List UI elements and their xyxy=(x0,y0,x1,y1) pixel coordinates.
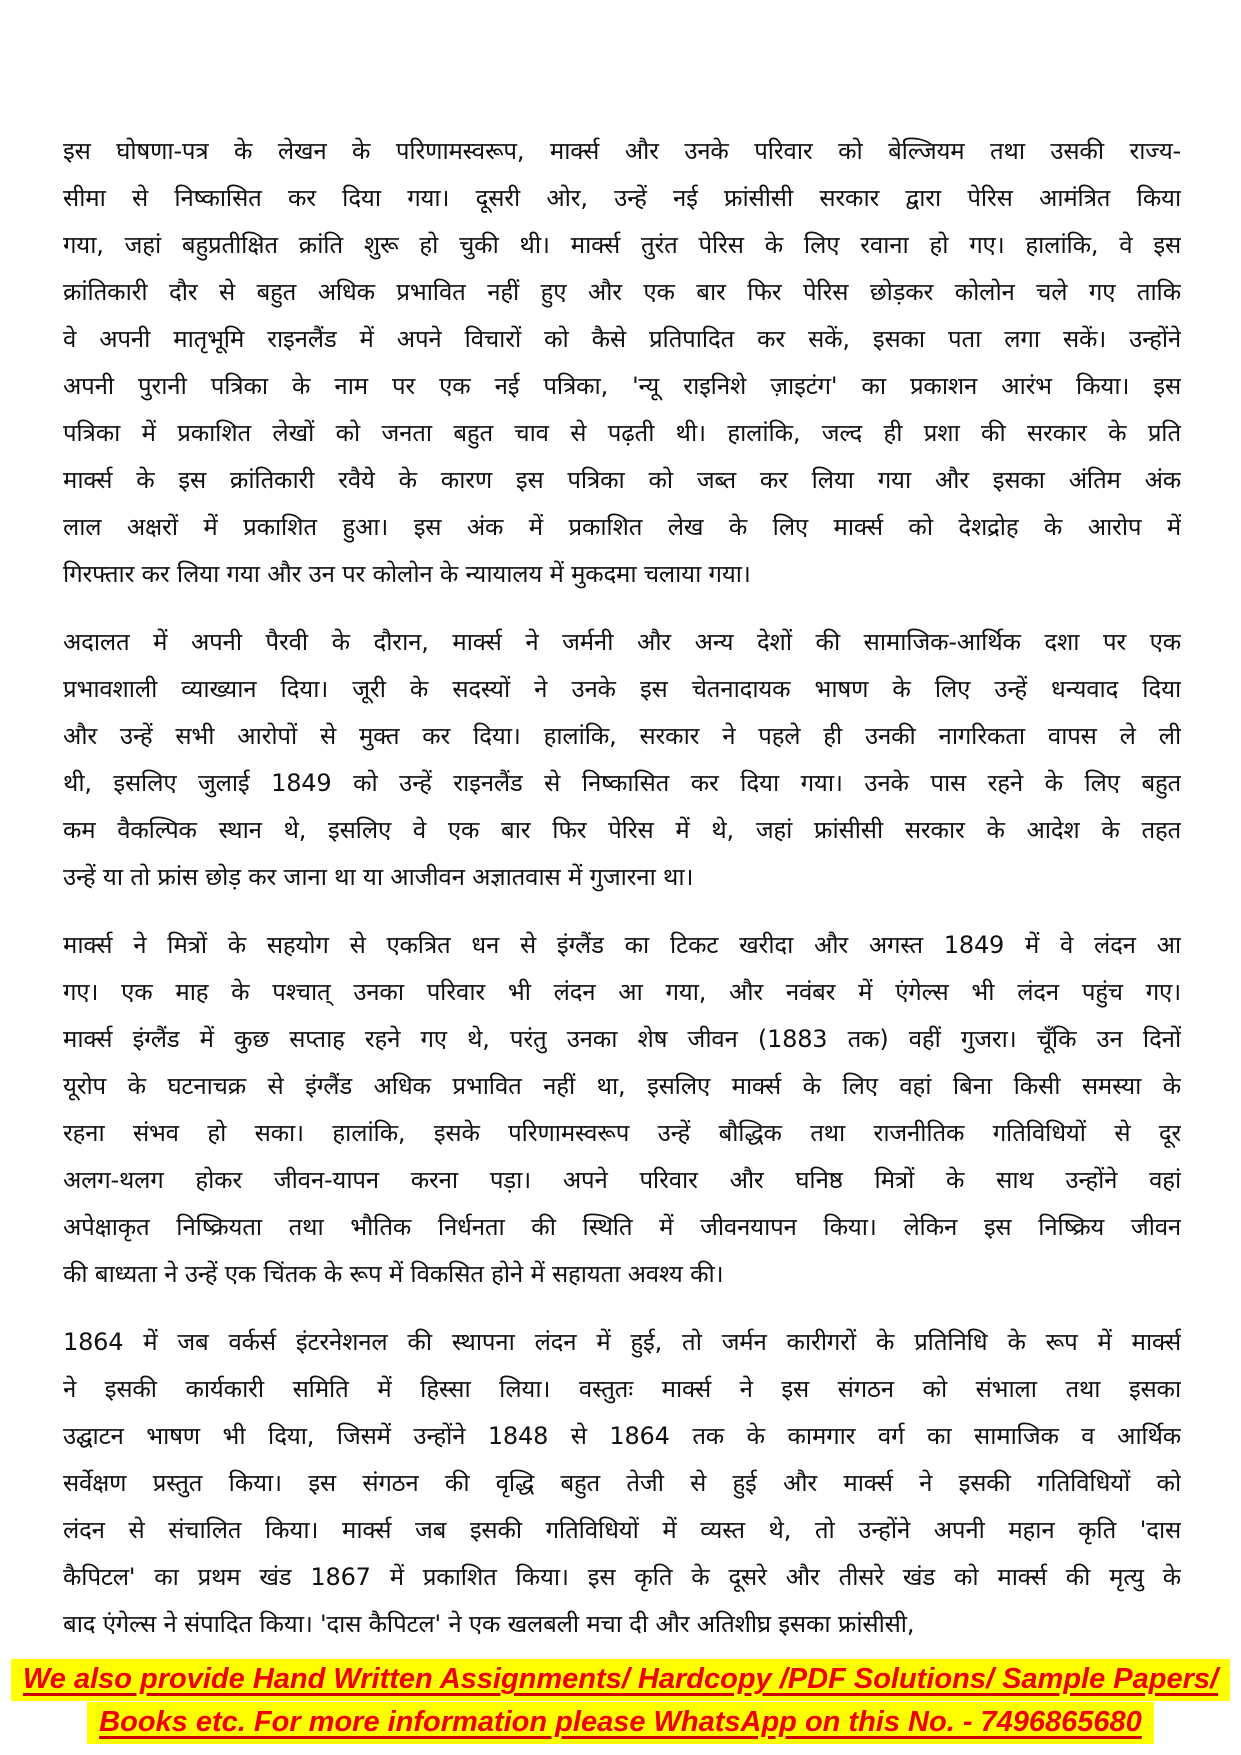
text-line: मार्क्स इंग्लैंड में कुछ सप्ताह रहने गए थे, परंतु उनका शेष जीवन (1883 तक) वहीं गुजरा। चूँकि उन दिनों xyxy=(63,1025,1181,1053)
paragraph-1 xyxy=(63,128,1181,598)
text-line: कैपिटल' का प्रथम खंड 1867 में प्रकाशित किया। इस कृति के दूसरे और तीसरे खंड को मार्क्स की मृत्यु के xyxy=(63,1563,1181,1591)
text-line: थी, इसलिए जुलाई 1849 को उन्हें राइनलैंड से निष्कासित कर दिया गया। उनके पास रहने के लिए बहुत xyxy=(63,769,1181,797)
text-line: बाद एंगेल्स ने संपादित किया। 'दास कैपिटल' ने एक खलबली मचा दी और अतिशीघ्र इसका फ्रांसीसी, xyxy=(63,1610,915,1638)
text-line: उद्घाटन भाषण भी दिया, जिसमें उन्होंने 1848 से 1864 तक के कामगार वर्ग का सामाजिक व आर्थिक xyxy=(63,1422,1181,1450)
paragraph-4 xyxy=(63,1319,1181,1648)
text-line: मार्क्स के इस क्रांतिकारी रवैये के कारण इस पत्रिका को जब्त कर लिया गया और इसका अंतिम अंक xyxy=(63,466,1181,494)
text-line: यूरोप के घटनाचक्र से इंग्लैंड अधिक प्रभावित नहीं था, इसलिए मार्क्स के लिए वहां बिना किसी समस्या के xyxy=(63,1072,1181,1100)
text-line: प्रभावशाली व्याख्यान दिया। जूरी के सदस्यों ने उनके इस चेतनादायक भाषण के लिए उन्हें धन्यवाद दिया xyxy=(63,675,1181,703)
text-line: सर्वेक्षण प्रस्तुत किया। इस संगठन की वृद्धि बहुत तेजी से हुई और मार्क्स ने इसकी गतिविधियों को xyxy=(63,1469,1181,1497)
promo-banner xyxy=(0,1659,1241,1745)
text-line: अपेक्षाकृत निष्क्रियता तथा भौतिक निर्धनता की स्थिति में जीवनयापन किया। लेकिन इस निष्क्रिय जीवन xyxy=(63,1213,1181,1241)
text-line: रहना संभव हो सका। हालांकि, इसके परिणामस्वरूप उन्हें बौद्धिक तथा राजनीतिक गतिविधियों से दूर xyxy=(63,1119,1181,1147)
text-line: कम वैकल्पिक स्थान थे, इसलिए वे एक बार फिर पेरिस में थे, जहां फ्रांसीसी सरकार के आदेश के तहत xyxy=(63,816,1181,844)
text-line: अदालत में अपनी पैरवी के दौरान, मार्क्स ने जर्मनी और अन्य देशों की सामाजिक-आर्थिक दशा पर एक xyxy=(63,628,1181,656)
document-body xyxy=(63,128,1181,1669)
paragraph-3 xyxy=(63,922,1181,1298)
paragraph-2 xyxy=(63,619,1181,901)
promo-banner-line-2: Books etc. For more information please WhatsApp on this No. - 7496865680 xyxy=(87,1702,1154,1744)
text-line: गिरफ्तार कर लिया गया और उन पर कोलोन के न्यायालय में मुकदमा चलाया गया। xyxy=(63,560,751,588)
text-line: क्रांतिकारी दौर से बहुत अधिक प्रभावित नहीं हुए और एक बार फिर पेरिस छोड़कर कोलोन चले गए ताकि xyxy=(63,278,1181,306)
text-line: उन्हें या तो फ्रांस छोड़ कर जाना था या आजीवन अज्ञातवास में गुजारना था। xyxy=(63,863,694,891)
text-line: पत्रिका में प्रकाशित लेखों को जनता बहुत चाव से पढ़ती थी। हालांकि, जल्द ही प्रशा की सरकार के प्रति xyxy=(63,419,1181,447)
text-line: ने इसकी कार्यकारी समिति में हिस्सा लिया। वस्तुतः मार्क्स ने इस संगठन को संभाला तथा इसका xyxy=(63,1375,1181,1403)
text-line: 1864 में जब वर्कर्स इंटरनेशनल की स्थापना लंदन में हुई, तो जर्मन कारीगरों के प्रतिनिधि के रूप में मार्क्स xyxy=(63,1328,1181,1356)
text-line: की बाध्यता ने उन्हें एक चिंतक के रूप में विकसित होने में सहायता अवश्य की। xyxy=(63,1260,724,1288)
text-line: सीमा से निष्कासित कर दिया गया। दूसरी ओर, उन्हें नई फ्रांसीसी सरकार द्वारा पेरिस आमंत्रित किया xyxy=(63,184,1181,212)
promo-banner-line-1: We also provide Hand Written Assignments/ Hardcopy /PDF Solutions/ Sample Papers/ xyxy=(11,1659,1230,1701)
text-line: गया, जहां बहुप्रतीक्षित क्रांति शुरू हो चुकी थी। मार्क्स तुरंत पेरिस के लिए रवाना हो गए। हालांकि, वे इस xyxy=(63,231,1181,259)
text-line: वे अपनी मातृभूमि राइनलैंड में अपने विचारों को कैसे प्रतिपादित कर सकें, इसका पता लगा सकें। उन्होंने xyxy=(63,325,1181,353)
text-line: मार्क्स ने मित्रों के सहयोग से एकत्रित धन से इंग्लैंड का टिकट खरीदा और अगस्त 1849 में वे लंदन आ xyxy=(63,931,1181,959)
text-line: लाल अक्षरों में प्रकाशित हुआ। इस अंक में प्रकाशित लेख के लिए मार्क्स को देशद्रोह के आरोप में xyxy=(63,513,1181,541)
text-line: इस घोषणा-पत्र के लेखन के परिणामस्वरूप, मार्क्स और उनके परिवार को बेल्जियम तथा उसकी राज्य- xyxy=(63,137,1181,165)
text-line: अपनी पुरानी पत्रिका के नाम पर एक नई पत्रिका, 'न्यू राइनिशे ज़ाइटंग' का प्रकाशन आरंभ किया। इस xyxy=(63,372,1181,400)
text-line: अलग-थलग होकर जीवन-यापन करना पड़ा। अपने परिवार और घनिष्ठ मित्रों के साथ उन्होंने वहां xyxy=(63,1166,1181,1194)
text-line: लंदन से संचालित किया। मार्क्स जब इसकी गतिविधियों में व्यस्त थे, तो उन्होंने अपनी महान कृति 'दास xyxy=(63,1516,1181,1544)
text-line: गए। एक माह के पश्चात् उनका परिवार भी लंदन आ गया, और नवंबर में एंगेल्स भी लंदन पहुंच गए। xyxy=(63,978,1181,1006)
text-line: और उन्हें सभी आरोपों से मुक्त कर दिया। हालांकि, सरकार ने पहले ही उनकी नागरिकता वापस ले ली xyxy=(63,722,1181,750)
